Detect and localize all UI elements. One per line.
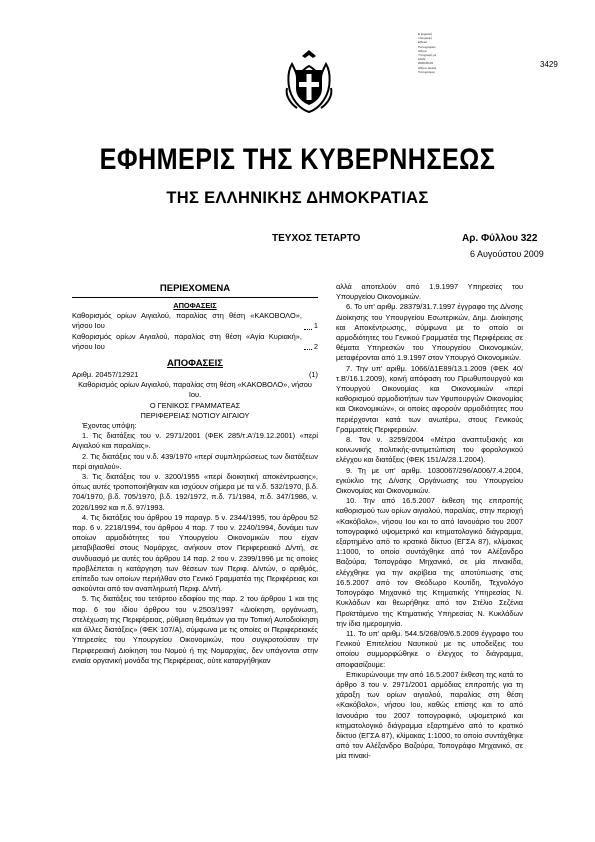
- issue-date: 6 Αυγούστου 2009: [470, 249, 544, 259]
- decision-number-row: [72, 370, 318, 380]
- issue-type: ΤΕΥΧΟΣ ΤΕΤΑΡΤΟ: [272, 233, 361, 244]
- intro-line: Έχοντας υπόψη:: [82, 421, 137, 431]
- stamp-line: κλειδί: [418, 57, 426, 62]
- sheet-number: Αρ. Φύλλου 322: [462, 233, 538, 244]
- paragraph: 11. Το υπ' αριθμ. 544.5/268/09/6.5.2009 έγγραφο του Γενικού Επιτελείου Ναυτικού με τις υποδείξεις του οποίου συμμορφώθηκε ο έλεγχος το διάγραμμα, αποφασίζουμε:: [336, 628, 523, 669]
- toc-leader-dots: [304, 329, 312, 330]
- decision-number: Αριθμ. 20457/12921: [72, 370, 139, 380]
- decisions-heading: ΑΠΟΦΑΣΕΙΣ: [167, 358, 223, 370]
- toc-item-page: 2: [313, 341, 318, 351]
- decision-note: (1): [308, 370, 318, 380]
- stamp-line: υπογραφή: [418, 36, 432, 41]
- contents-subheading: ΑΠΟΦΑΣΕΙΣ: [173, 301, 217, 310]
- paragraph: 10. Την από 16.5.2007 έκθεση της επιτροπής καθορισμού των ορίων αιγιαλού, παραλίας, στην περιοχή «Κακόβολο», νήσου Ιου και το από Ιανουάριο του 2007 τοπογραφικό υψομετρικό και κτηματολογικό διάγραμμα, εξαρτημένο από το κρατικό δίκτυο (ΕΓΣΑ 87), κλίμακας 1:1000, το οποίο συντάχθηκε από τον Αλέξανδρο Βαζούρα, Τοπογράφο Μηχανικό, σε μία πινακίδα, ελέγχθηκε για την ακρίβεια της αποτύπωσης στις 16.5.2007 από τον Θεόδωρο Κουτίδη, Τεχνολόγο Τοπογράφο Μηχανικό της Κτηματικής Υπηρεσίας Ν. Κυκλάδων και θεωρήθηκε από τον Στέλιο Σεζένια Προϊστάμενο της Κτηματικής Υπηρεσίας Ν. Κυκλάδων την ίδια ημερομηνία.: [336, 496, 523, 628]
- gazette-subtitle: ΤΗΣ ΕΛΛΗΝΙΚΗΣ ΔΗΜΟΚΡΑΤΙΑΣ: [166, 189, 429, 207]
- paragraph: 8. Τον ν. 3259/2004 «Μέτρα αναπτυξιακής και κοινωνικής πολιτικής-αντιμετώπιση του φορολογικού ελέγχου και διατάξεις (ΦΕΚ 151/Α/28.1.2004).: [336, 435, 523, 465]
- left-column: [72, 282, 318, 666]
- coat-of-arms-emblem: [283, 48, 335, 114]
- paragraph: 3. Τις διατάξεις του ν. 3200/1955 «περί διοικητική αποκέντρωσης», όπως αυτές τροποποιήθηκαν και ισχύουν σήμερα με τα ν.δ. 532/1970, β.δ. 704/1970, β.δ. 705/1970, β.δ. 192/1972, π.δ. 71/1984, π.δ. 347/1986, ν. 2026/1992 και π.δ. 97/1993.: [72, 472, 318, 512]
- paragraph: 9. Τη με υπ' αριθμ. 1030067/296/Α006/7.4.2004, εγκύκλιο της Δ/νσης Οργάνωσης του Υπουργείου Οικονομίας και Οικονομικών.: [336, 465, 523, 496]
- stamp-line: Εθνικό: [418, 40, 427, 45]
- paragraph: Επικυρώνουμε την από 16.5.2007 έκθεση της κατά το άρθρο 3 του ν. 2971/2001 αρμόδιας επιτροπής για τη χάραξη των ορίων αιγιαλού, παραλίας στη θέση «Κακόβολο», νήσου Ιου, καθώς επίσης και το από Ιανουάριο του 2007 τοπογραφικό, υψομετρικό και κτηματολογικό διάγραμμα εξαρτημένο από το κρατικό δίκτυο (ΕΓΣΑ 87), κλίμακας 1:1000, το οποίο συντάχθηκε από τον Αλέξανδρο Βαζούρα, Τοπογράφο Μηχανικό, σε μία πινακί-: [336, 669, 523, 761]
- contents-heading: ΠΕΡΙΕΧΟΜΕΝΑ: [72, 282, 318, 298]
- paragraph: 2. Τις διατάξεις του ν.δ. 439/1970 «περί συμπληρώσεως των διατάξεων περί αιγιαλού».: [72, 451, 318, 471]
- stamp-line: Τυπογραφείο: [418, 44, 436, 49]
- gazette-title: ΕΦΗΜΕΡΙΣ ΤΗΣ ΚΥΒΕΡΝΗΣΕΩΣ: [99, 143, 496, 176]
- toc-item[interactable]: [72, 332, 318, 352]
- decision-subject: Καθορισμός ορίων Αιγιαλού, παραλίας στη θέση «ΚΑΚΟΒΟΛΟ», νήσου Ιου.: [78, 380, 312, 400]
- toc-item[interactable]: [72, 311, 318, 331]
- paragraph: 5. Τις διατάξεις του τετάρτου εδαφίου της παρ. 2 του άρθρου 1 και της παρ. 6 του ιδίου άρθρου του ν.2503/1997 «Διοίκηση, οργάνωση, στελέχωση της Περιφέρειας, ρύθμιση θεμάτων για την Τοπική Αυτοδιοίκηση και άλλες διατάξεις» (ΦΕΚ 107/Α), σύμφωνα με τις οποίες οι Περιφερειακές Υπηρεσίες του Υπουργείου Οικονομικών, που συγκροτούσαν την Περιφερειακή Διοίκηση του Νομού ή της Νομαρχίας, δεν υπάγονται στην ενιαία οργανική μονάδα της Περιφέρειας, ούτε καταργήθηκαν: [72, 594, 318, 665]
- stamp-line: Υπογραφή με: [418, 53, 437, 58]
- paragraph: 6. Το υπ' αριθμ. 28379/31.7.1997 έγγραφο της Δ/νσης Διοίκησης του Υπουργείου Εσωτερικών, Δημ. Διοίκησης και Αποκέντρωσης, σύμφωνα με το οποίο οι αρμοδιότητες του Γενικού Γραμματέα της Περιφέρειας σε θέματα Υπηρεσιών του Υπουργείου Οικονομικών, μεταφέρονται από 1.9.1997 στον Υπουργό Οικονομικών.: [336, 302, 523, 363]
- toc-leader-dots: [304, 349, 312, 350]
- toc-item-text: Καθορισμός ορίων Αιγιαλού, παραλίας στη θέση «Αγία Κυριακή», νήσου Ιου: [72, 331, 302, 351]
- stamp-line: Ε ψηφιακή: [418, 32, 433, 36]
- authority-title: Ο ΓΕΝΙΚΟΣ ΓΡΑΜΜΑΤΕΑΣ: [149, 400, 241, 410]
- toc-item-text: Καθορισμός ορίων Αιγιαλού, παραλίας στη θέση «ΚΑΚΟΒΟΛΟ», νήσου Ιου: [72, 311, 302, 331]
- stamp-line: Αθηνα: [418, 48, 427, 53]
- paragraph: 1. Τις διατάξεις του ν. 2971/2001 (ΦΕΚ 285/τ.Α'/19.12.2001) «περί Αιγιαλού και παραλίας».: [72, 431, 318, 451]
- paragraph: αλλά αποτελούν από 1.9.1997 Υπηρεσίες του Υπουργείου Οικονομικών.: [336, 282, 523, 302]
- paragraph: 4. Τις διατάξεις του άρθρου 19 παραγρ. 5 ν. 2344/1995, του άρθρου 52 παρ. 6 ν. 2218/1994, του άρθρου 4 παρ. 7 του ν. 2240/1994, δυνάμει των οποίων αρμοδιότητες του Υπουργείου Οικονομικών που είχαν μεταβιβασθεί στους Νομάρχες, ανήκουν στον Περιφερειακό Δ/ντή, σε συνδυασμό με αυτές του άρθρου 14 παρ. 2 του ν. 2399/1996 με τις οποίες προβλέπεται η κατάργηση των θέσεων των Περιφ. Δ/ντών, ο αριθμός, επίπεδο των οποίων περιήλθαν στο Γενικό Γραμματέα της Περιφέρειας και ασκούνται από τον αναπληρωτή Περιφ. Δ/ντή.: [72, 512, 318, 594]
- authority-region: ΠΕΡΙΦΕΡΕΙΑΣ ΝΟΤΙΟΥ ΑΙΓΑΙΟΥ: [140, 410, 250, 420]
- digital-signature-stamp: [418, 32, 480, 74]
- right-column: [336, 282, 523, 762]
- stamp-line: Αθήνα, Ελλάς: [418, 65, 437, 70]
- stamp-line: Τυπογράφος: [418, 69, 435, 74]
- toc-item-page: 1: [313, 321, 318, 331]
- stamp-line: 2009.08.06: [418, 61, 434, 66]
- paragraph: 7. Την υπ' αριθμ. 1066/Δ1Ε89/13.1.2009 (ΦΕΚ 40/τ.Β'/16.1.2009), κοινή απόφαση του Πρωθυπουργού και Υπουργού Οικονομίας και Οικονομικών «περί καθορισμού αρμοδιοτήτων των Υφυπουργών Οικονομίας και Οικονομικών», οι οποίες αφορούν αρμοδιότητες που περιέρχονται κατά των ανωτέρω, στους Γενικούς Γραμματείς Περιφερειών.: [336, 363, 523, 434]
- page-number: 3429: [540, 60, 558, 69]
